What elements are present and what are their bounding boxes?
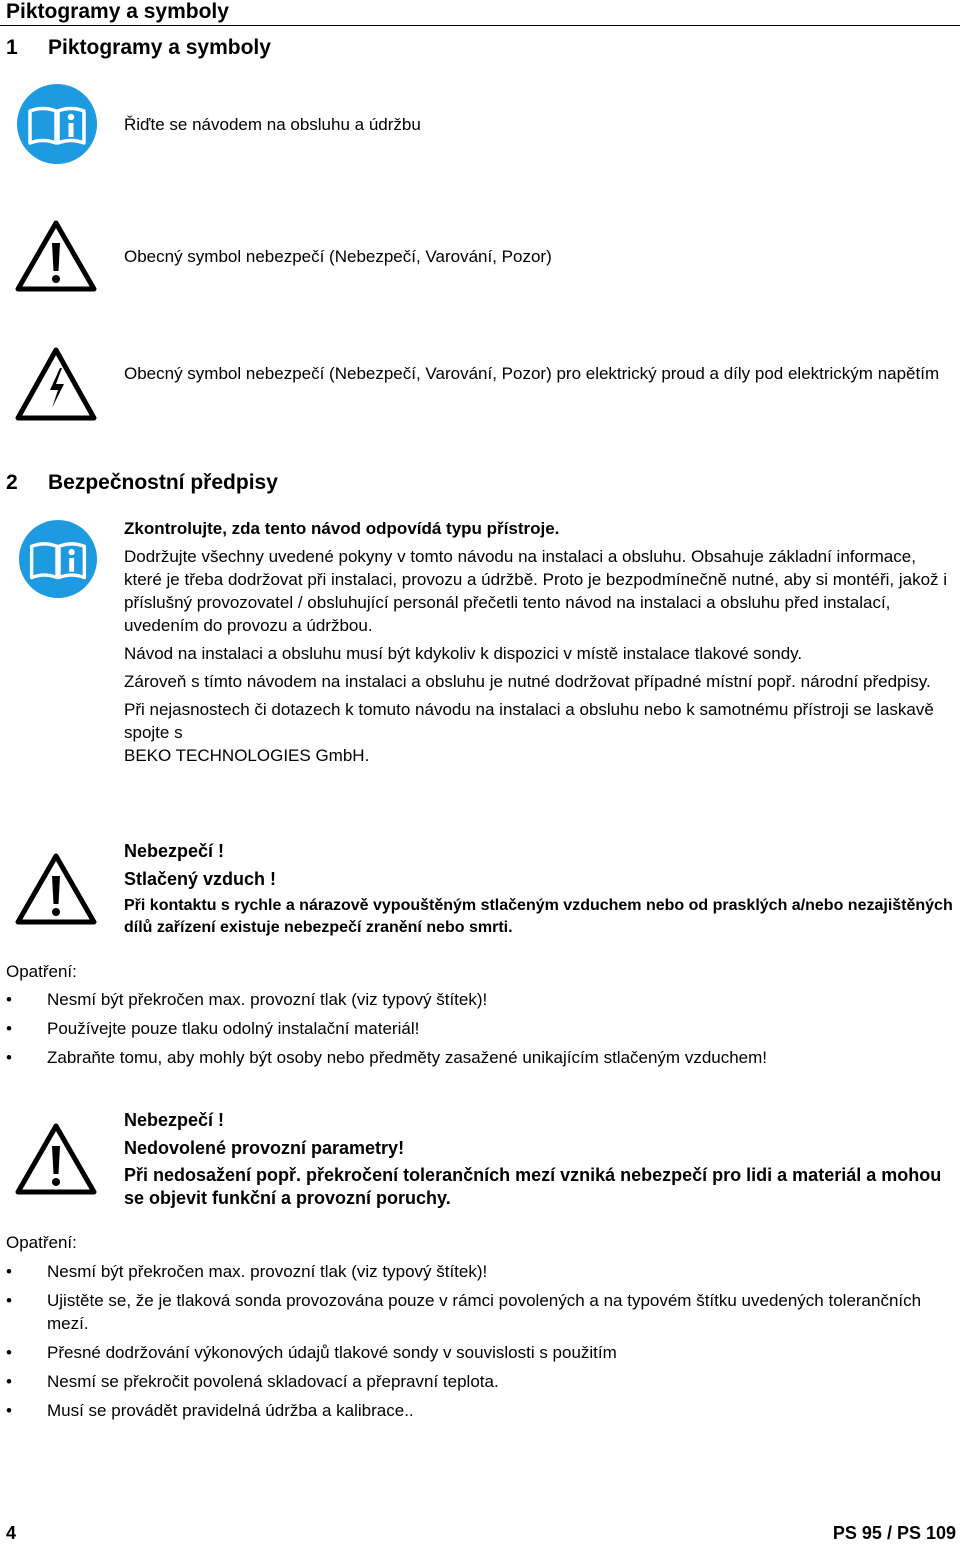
danger-2-subtitle: Nedovolené provozní parametry! [124,1138,405,1158]
pictogram-manual-text: Řiďte se návodem na obsluhu a údržbu [124,115,421,134]
list-item-text: Nesmí být překročen max. provozní tlak (viz typový štítek)! [47,1262,488,1281]
list-item [6,1289,956,1335]
running-header: Piktogramy a symboly [6,0,229,23]
danger-1-measures-list [6,988,956,1075]
danger-2-measures-label: Opatření: [6,1233,77,1252]
list-item [6,1260,956,1283]
danger-1-measures-label: Opatření: [6,962,77,981]
manual-info-icon [16,83,98,165]
bullet-glyph: • [6,1401,12,1420]
list-item [6,1399,956,1422]
list-item [6,988,956,1011]
section-2-title: Bezpečnostní předpisy [48,471,278,494]
safety-para-3: Zároveň s tímto návodem na instalaci a obsluhu je nutné dodržovat případné místní popř. národní předpisy. [124,672,931,691]
list-item-text: Přesné dodržování výkonových údajů tlakové sondy v souvislosti s použitím [47,1343,617,1362]
safety-para-2: Návod na instalaci a obsluhu musí být kdykoliv k dispozici v místě instalace tlakové sondy. [124,644,803,663]
bullet-glyph: • [6,990,12,1009]
safety-intro: Zkontrolujte, zda tento návod odpovídá typu přístroje. [124,519,560,538]
danger-1-subtitle: Stlačený vzduch ! [124,869,277,889]
safety-text-block [124,517,954,767]
list-item [6,1341,956,1364]
list-item-text: Zabraňte tomu, aby mohly být osoby nebo předměty zasažené unikajícím stlačeným vzduchem! [47,1048,768,1067]
pictogram-electrical-text: Obecný symbol nebezpečí (Nebezpečí, Varování, Pozor) pro elektrický proud a díly pod elektrickým napětím [124,364,940,383]
section-1-number: 1 [6,36,18,59]
list-item-text: Ujistěte se, že je tlaková sonda provozována pouze v rámci povolených a na typovém štítku uvedených tolerančních mezí. [47,1291,922,1333]
list-item-text: Používejte pouze tlaku odolný instalační materiál! [47,1019,420,1038]
electrical-hazard-icon [14,346,98,422]
danger-2-measures-list [6,1260,956,1428]
section-2-heading [6,471,278,495]
danger-2-block [124,1108,954,1210]
header-divider [0,25,960,26]
list-item [6,1017,956,1040]
product-name: PS 95 / PS 109 [832,1523,956,1543]
bullet-glyph: • [6,1262,12,1281]
warning-exclamation-icon [14,852,98,926]
warning-exclamation-icon [14,219,98,293]
danger-2-title: Nebezpečí ! [124,1110,225,1130]
section-2-number: 2 [6,471,18,494]
pictogram-warning-text: Obecný symbol nebezpečí (Nebezpečí, Varování, Pozor) [124,247,552,266]
section-1-title: Piktogramy a symboly [48,36,271,59]
bullet-glyph: • [6,1372,12,1391]
danger-1-title: Nebezpečí ! [124,841,225,861]
safety-para-4: Při nejasnostech či dotazech k tomuto návodu na instalaci a obsluhu nebo k samotnému přístroji se laskavě spojte s [124,700,934,742]
list-item [6,1046,956,1069]
danger-1-block [124,839,954,939]
danger-1-text: Při kontaktu s rychle a nárazově vypouštěným stlačeným vzduchem nebo od prasklých a/nebo nezajištěných dílů zařízení existuje nebezpečí zranění nebo smrti. [124,897,953,936]
bullet-glyph: • [6,1019,12,1038]
section-1-heading [6,36,271,60]
list-item [6,1370,956,1393]
list-item-text: Musí se provádět pravidelná údržba a kalibrace.. [47,1401,414,1420]
danger-2-text: Při nedosažení popř. překročení tolerančních mezí vzniká nebezpečí pro lidi a materiál a mohou se objevit funkční a provozní poruchy. [124,1165,942,1208]
bullet-glyph: • [6,1048,12,1067]
bullet-glyph: • [6,1343,12,1362]
bullet-glyph: • [6,1291,12,1310]
safety-company: BEKO TECHNOLOGIES GmbH. [124,746,370,765]
warning-exclamation-icon [14,1122,98,1196]
list-item-text: Nesmí se překročit povolená skladovací a přepravní teplota. [47,1372,499,1391]
manual-info-icon [18,519,98,599]
list-item-text: Nesmí být překročen max. provozní tlak (viz typový štítek)! [47,990,488,1009]
safety-para-1: Dodržujte všechny uvedené pokyny v tomto návodu na instalaci a obsluhu. Obsahuje základní informace, které je třeba dodržovat při instalaci, provozu a údržbě. Proto je bezpodmínečně nutné, aby si montéři, jakož i příslušný provozovatel / obsluhující personál přečetli tento návod na instalaci a obsluhu před instalací, uvedením do provozu a údržbou. [124,547,948,635]
page-number: 4 [6,1523,17,1543]
